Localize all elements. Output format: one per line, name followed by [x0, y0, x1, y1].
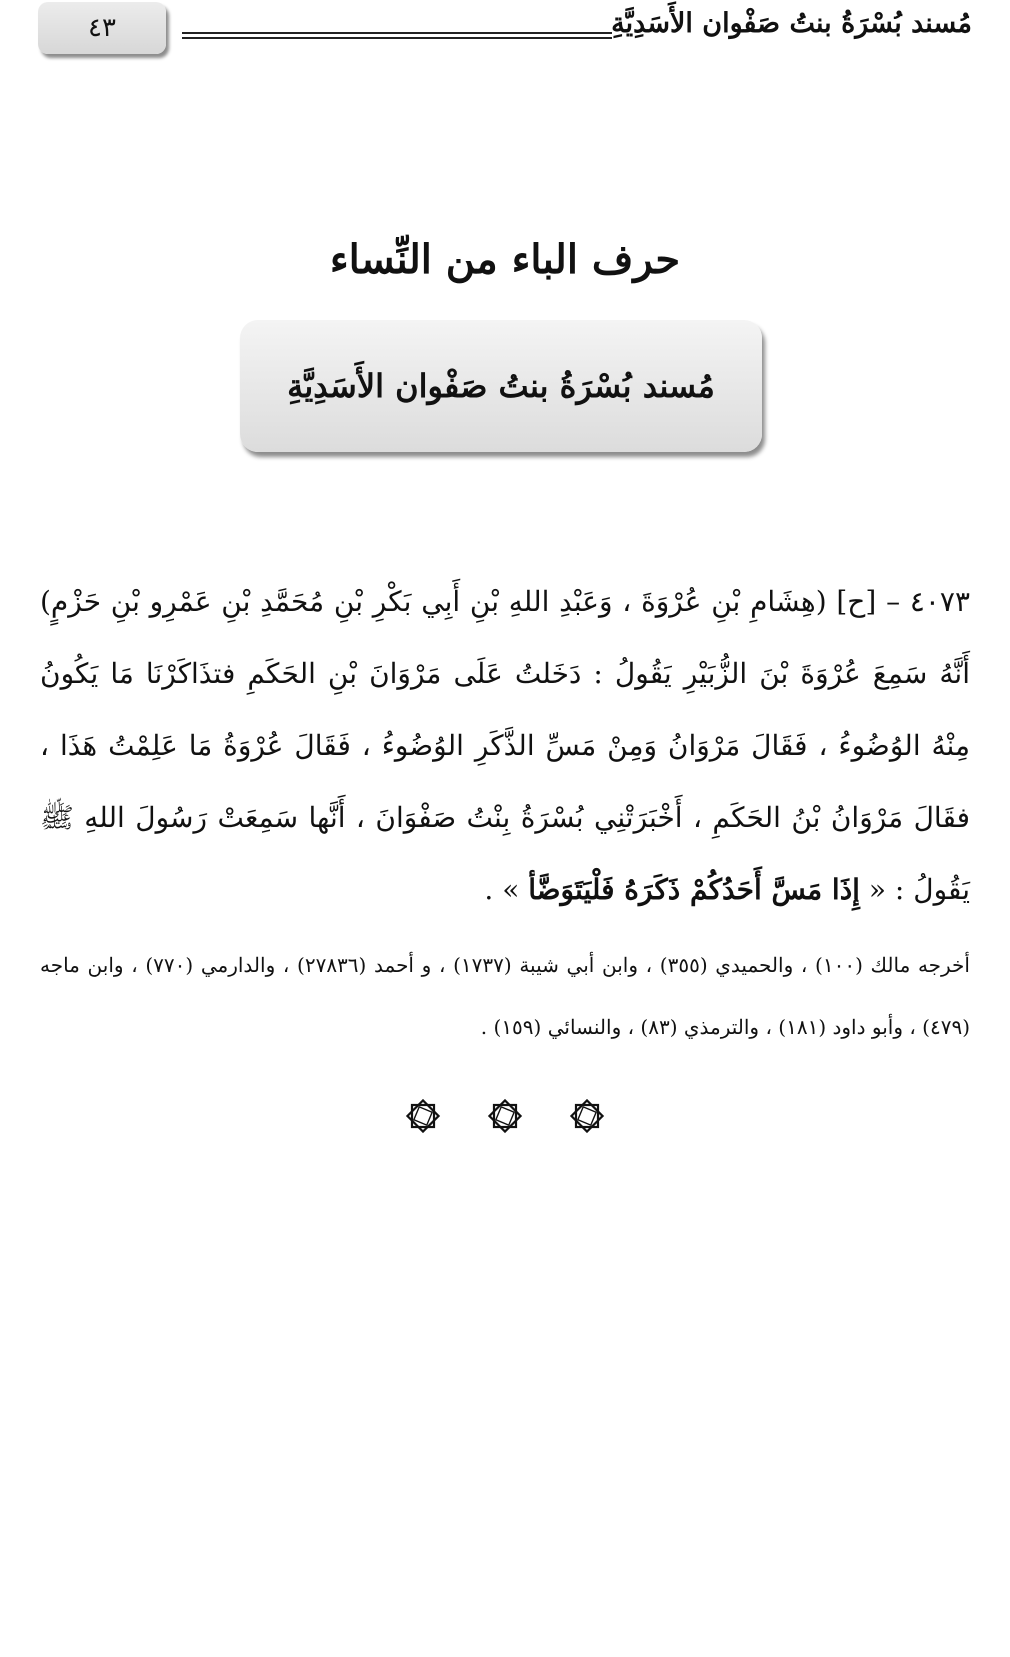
chapter-title: حرف الباء من النِّساء — [329, 236, 681, 283]
hadith-text — [40, 566, 970, 926]
takhrij-note: أخرجه مالك (١٠٠) ، والحميدي (٣٥٥) ، وابن أبي شيبة (١٧٣٧) ، و أحمد (٢٧٨٣٦) ، والدارمي (٧٧٠) ، وابن ماجه (٤٧٩) ، وأبو داود (١٨١) ، والترمذي (٨٣) ، والنسائي (١٥٩) . — [40, 953, 970, 1039]
header-double-rule — [182, 32, 612, 39]
musnad-title: مُسند بُسْرَةُ بنتُ صَفْوان الأَسَدِيَّةِ — [287, 367, 715, 405]
star-ornament-icon — [403, 1096, 443, 1136]
hadith-body: ٤٠٧٣ – [ح] (هِشَامِ بْنِ عُرْوَةَ ، وَعَبْدِ اللهِ بْنِ أَبِي بَكْرِ بْنِ مُحَمَّدِ بْنِ عَمْرِو بْنِ حَزْمٍ) أَنَّهُ سَمِعَ عُرْوَةَ بْنَ الزُّبَيْرِ يَقُولُ : دَخَلتُ عَلَى مَرْوَانَ بْنِ الحَكَمِ فتذَاكَرْنَا مَا يَكُونُ مِنْهُ الوُضُوءُ ، فَقَالَ مَرْوَانُ وَمِنْ مَسِّ الذَّكَرِ الوُضُوءُ ، فَقَالَ عُرْوَةُ مَا عَلِمْتُ هَذَا ، فقَالَ مَرْوَانُ بْنُ الحَكَمِ ، أَخْبَرَتْنِي بُسْرَةُ بِنْتُ صَفْوَانَ ، أَنَّها سَمِعَتْ رَسُولَ اللهِ ﷺ يَقُولُ : « — [40, 585, 970, 906]
page-number-tab — [38, 2, 166, 54]
running-title: مُسند بُسْرَةُ بنتُ صَفْوان الأَسَدِيَّةِ — [611, 8, 972, 39]
page-header — [0, 0, 1010, 70]
hadith-quote: إِذَا مَسَّ أَحَدُكُمْ ذَكَرَهُ فَلْيَتَوَضَّأ — [528, 873, 860, 906]
star-ornament-icon — [567, 1096, 607, 1136]
hadith-closing: » . — [484, 873, 520, 906]
page-number: ٤٣ — [88, 13, 116, 43]
section-end-ornaments — [0, 1096, 1010, 1136]
musnad-title-box — [240, 320, 762, 452]
star-ornament-icon — [485, 1096, 525, 1136]
